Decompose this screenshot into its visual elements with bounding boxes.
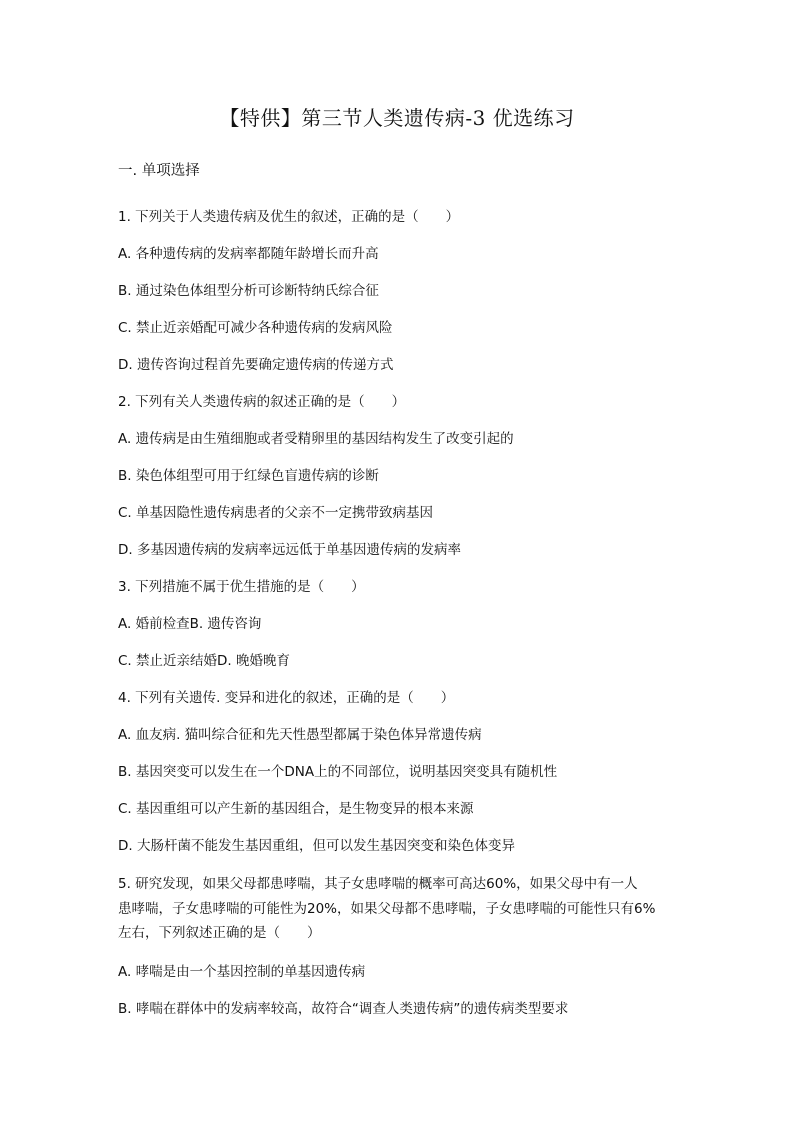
question-2-option-a: A. 遗传病是由生殖细胞或者受精卵里的基因结构发生了改变引起的 <box>118 431 514 447</box>
question-1-option-c: C. 禁止近亲婚配可减少各种遗传病的发病风险 <box>118 320 393 336</box>
question-4-option-d: D. 大肠杆菌不能发生基因重组，但可以发生基因突变和染色体变异 <box>118 838 515 854</box>
question-1-option-b: B. 通过染色体组型分析可诊断特纳氏综合征 <box>118 283 379 299</box>
page-title: 【特供】第三节人类遗传病-3 优选练习 <box>219 106 575 130</box>
question-4-option-c: C. 基因重组可以产生新的基因组合，是生物变异的根本来源 <box>118 801 474 817</box>
question-5-stem-line-3: 左右，下列叙述正确的是（ ） <box>118 925 321 941</box>
question-4-stem: 4. 下列有关遗传. 变异和进化的叙述，正确的是（ ） <box>118 690 455 706</box>
question-5-option-a: A. 哮喘是由一个基因控制的单基因遗传病 <box>118 963 366 980</box>
question-3-options-ab: A. 婚前检查B. 遗传咨询 <box>118 616 262 632</box>
question-1-option-a: A. 各种遗传病的发病率都随年龄增长而升高 <box>118 246 379 262</box>
question-4-option-a: A. 血友病. 猫叫综合征和先天性愚型都属于染色体异常遗传病 <box>118 727 482 743</box>
section-heading: 一. 单项选择 <box>118 163 200 179</box>
question-5-stem <box>118 872 656 946</box>
question-5-option-b: B. 哮喘在群体中的发病率较高，故符合“调查人类遗传病”的遗传病类型要求 <box>118 1000 569 1017</box>
question-list <box>118 206 678 1035</box>
question-1-option-d: D. 遗传咨询过程首先要确定遗传病的传递方式 <box>118 357 394 373</box>
question-2-stem: 2. 下列有关人类遗传病的叙述正确的是（ ） <box>118 394 406 410</box>
question-5-stem-line-2: 患哮喘，子女患哮喘的可能性为20%，如果父母都不患哮喘，子女患哮喘的可能性只有6% <box>118 900 656 917</box>
question-5-stem-line-1: 5. 研究发现，如果父母都患哮喘，其子女患哮喘的概率可高达60%，如果父母中有一人 <box>118 876 638 892</box>
question-3-options-cd: C. 禁止近亲结婚D. 晚婚晚育 <box>118 653 290 669</box>
question-2-option-c: C. 单基因隐性遗传病患者的父亲不一定携带致病基因 <box>118 505 434 521</box>
question-2-option-d: D. 多基因遗传病的发病率远远低于单基因遗传病的发病率 <box>118 542 461 558</box>
question-1-stem: 1. 下列关于人类遗传病及优生的叙述，正确的是（ ） <box>118 209 460 225</box>
question-3-stem: 3. 下列措施不属于优生措施的是（ ） <box>118 579 365 595</box>
question-2-option-b: B. 染色体组型可用于红绿色盲遗传病的诊断 <box>118 468 379 484</box>
question-4-option-b: B. 基因突变可以发生在一个DNA上的不同部位，说明基因突变具有随机性 <box>118 764 558 780</box>
